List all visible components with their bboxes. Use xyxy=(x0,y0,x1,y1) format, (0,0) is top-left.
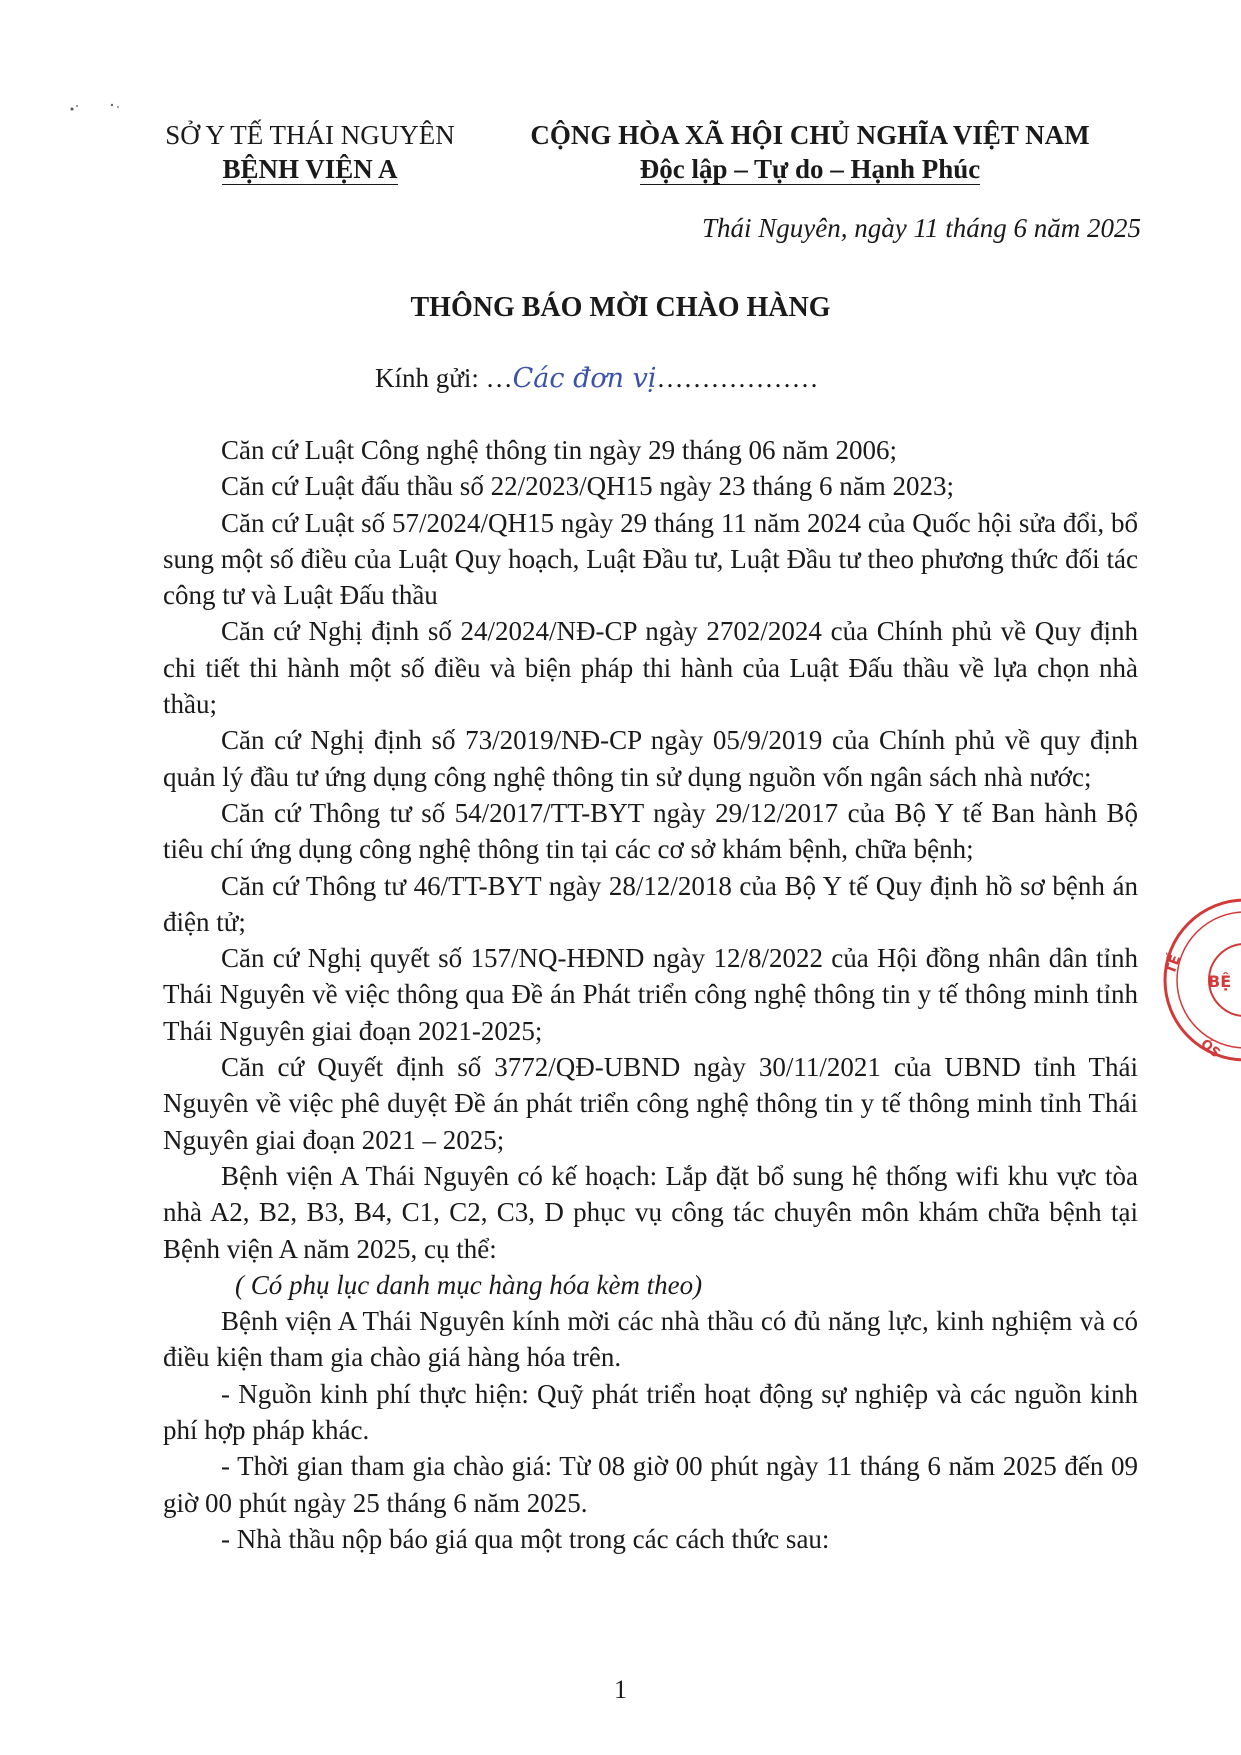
recipient-dots-after: ……………… xyxy=(656,363,819,393)
recipient-dots-before: … xyxy=(485,363,513,393)
paragraph: - Thời gian tham gia chào giá: Từ 08 giờ 00 phút ngày 11 tháng 6 năm 2025 đến 09 giờ 00 phút ngày 25 tháng 6 năm 2025. xyxy=(163,1451,1138,1518)
hospital-name: BỆNH VIỆN A xyxy=(222,154,398,184)
paragraph: - Nhà thầu nộp báo giá qua một trong các cách thức sau: xyxy=(221,1523,830,1554)
paragraph: Bệnh viện A Thái Nguyên kính mời các nhà thầu có đủ năng lực, kinh nghiệm và có điều kiện tham gia chào giá hàng hóa trên. xyxy=(163,1306,1138,1373)
recipient-handwritten: Các đơn vị xyxy=(512,363,657,394)
red-seal-stamp xyxy=(1160,895,1241,1065)
header-left xyxy=(150,118,470,186)
scan-specks xyxy=(68,103,128,123)
paragraph: Căn cứ Nghị định số 24/2024/NĐ-CP ngày 2702/2024 của Chính phủ về Quy định chi tiết thi hành một số điều và biện pháp thi hành của Luật Đấu thầu về lựa chọn nhà thầu; xyxy=(163,616,1138,720)
paragraph: Căn cứ Quyết định số 3772/QĐ-UBND ngày 30/11/2021 của UBND tỉnh Thái Nguyên về việc phê duyệt Đề án phát triển công nghệ thông tin y tế thông minh tỉnh Thái Nguyên giai đoạn 2021 – 2025; xyxy=(163,1052,1138,1155)
paragraph: Căn cứ Luật số 57/2024/QH15 ngày 29 tháng 11 năm 2024 của Quốc hội sửa đổi, bổ sung một số điều của Luật Quy hoạch, Luật Đầu tư, Luật Đầu tư theo phương thức đối tác công tư và Luật Đấu thầu xyxy=(163,507,1138,611)
paragraph: Bệnh viện A Thái Nguyên có kế hoạch: Lắp đặt bổ sung hệ thống wifi khu vực tòa nhà A2, B2, B3, B4, C1, C2, C3, D phục vụ công tác chuyên môn khám chữa bệnh tại Bệnh viện A năm 2025, cụ thể: xyxy=(163,1160,1138,1264)
recipient-label: Kính gửi: xyxy=(375,363,479,393)
paragraph: Căn cứ Luật Công nghệ thông tin ngày 29 tháng 06 năm 2006; xyxy=(221,435,898,465)
paragraph: Căn cứ Luật đấu thầu số 22/2023/QH15 ngày 23 tháng 6 năm 2023; xyxy=(221,471,955,502)
national-motto: Độc lập – Tự do – Hạnh Phúc xyxy=(639,154,981,184)
svg-text:ÓS: ÓS xyxy=(1197,1036,1223,1062)
svg-text:BỆ: BỆ xyxy=(1208,972,1232,991)
svg-text:TẾ: TẾ xyxy=(1162,952,1185,977)
document-date: Thái Nguyên, ngày 11 tháng 6 năm 2025 xyxy=(702,213,1141,243)
paragraph: Căn cứ Thông tư 46/TT-BYT ngày 28/12/2018 của Bộ Y tế Quy định hồ sơ bệnh án điện tử; xyxy=(163,870,1138,937)
agency-name: SỞ Y TẾ THÁI NGUYÊN xyxy=(165,120,455,150)
recipient-line xyxy=(375,363,819,394)
paragraph: Căn cứ Nghị định số 73/2019/NĐ-CP ngày 05/9/2019 của Chính phủ về quy định quản lý đầu tư ứng dụng công nghệ thông tin sử dụng nguồn vốn ngân sách nhà nước; xyxy=(163,725,1138,792)
country-name: CỘNG HÒA XÃ HỘI CHỦ NGHĨA VIỆT NAM xyxy=(530,120,1090,150)
paragraph: - Nguồn kinh phí thực hiện: Quỹ phát triển hoạt động sự nghiệp và các nguồn kinh phí hợp pháp khác. xyxy=(163,1378,1138,1446)
page-number: 1 xyxy=(614,1675,627,1704)
document-title: THÔNG BÁO MỜI CHÀO HÀNG xyxy=(410,292,831,323)
document-body xyxy=(163,432,1138,1557)
appendix-note: ( Có phụ lục danh mục hàng hóa kèm theo) xyxy=(235,1269,703,1300)
paragraph: Căn cứ Thông tư số 54/2017/TT-BYT ngày 29/12/2017 của Bộ Y tế Ban hành Bộ tiêu chí ứng dụng công nghệ thông tin tại các cơ sở khám bệnh, chữa bệnh; xyxy=(163,797,1138,865)
paragraph: Căn cứ Nghị quyết số 157/NQ-HĐND ngày 12/8/2022 của Hội đồng nhân dân tỉnh Thái Nguyên về việc thông qua Đề án Phát triển công nghệ thông tin y tế thông minh tỉnh Thái Nguyên giai đoạn 2021-2025; xyxy=(163,943,1138,1046)
header-right xyxy=(510,118,1110,186)
